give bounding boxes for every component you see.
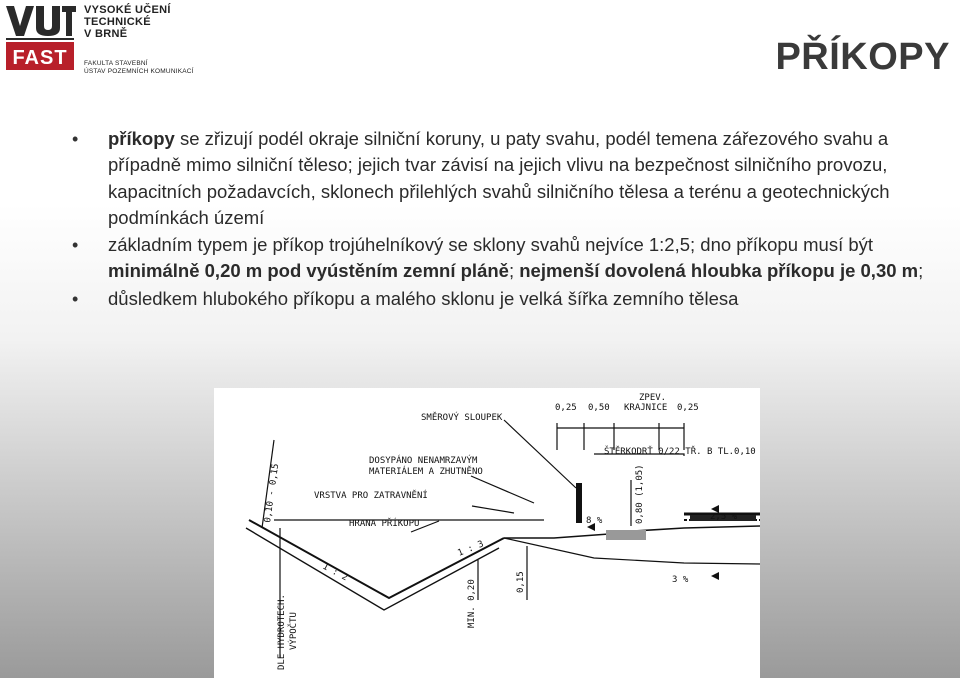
bullet-list xyxy=(70,126,950,313)
label-slope13: 1 : 3 xyxy=(456,539,486,559)
label-hydro-1: DLE HYDROTECH. xyxy=(277,594,287,670)
label-dim015: 0,15 xyxy=(516,571,526,593)
school-line-3: V BRNĚ xyxy=(84,28,128,40)
label-dim-025b: 0,25 xyxy=(677,403,699,413)
ditch-cross-section-diagram xyxy=(214,388,760,678)
bullet-2-part2: ; xyxy=(508,260,520,282)
label-smerovy-sloupek: SMĚROVÝ SLOUPEK xyxy=(421,413,503,423)
label-slope12: 1 : 2 xyxy=(320,561,350,584)
label-dim-025a: 0,25 xyxy=(555,403,577,413)
label-min020: MIN. 0,20 xyxy=(467,579,477,628)
school-name xyxy=(84,4,171,40)
label-krajnice: KRAJNICE xyxy=(624,403,668,413)
bullet-2-bold1: minimálně 0,20 m pod vyústěním zemní pláně xyxy=(108,260,509,282)
bullet-2-bold2: nejmenší dovolená hloubka příkopu je 0,30 m xyxy=(519,260,919,282)
faculty-line-1: FAKULTA STAVEBNÍ xyxy=(84,60,148,67)
faculty-name xyxy=(84,60,194,76)
school-line-2: TECHNICKÉ xyxy=(84,16,151,28)
label-pct25: 2,5 % xyxy=(710,512,738,522)
bullet-item-3 xyxy=(70,286,950,312)
vut-logo-icon xyxy=(4,4,76,72)
school-line-1: VYSOKÉ UČENÍ xyxy=(84,4,171,16)
label-hrana: HRANA PŘÍKOPU xyxy=(349,519,420,529)
bullet-3-text: důsledkem hlubokého příkopu a malého sklonu je velká šířka zemního tělesa xyxy=(108,287,739,309)
bullet-2-part3: ; xyxy=(918,260,924,282)
cross-section-drawing xyxy=(214,388,760,678)
label-zpev: ZPEV. xyxy=(639,393,667,403)
label-dosypano-2: MATERIÁLEM A ZHUTNĚNO xyxy=(369,467,483,477)
logo-text: FAST xyxy=(12,47,68,69)
label-pct8: 8 % xyxy=(586,516,603,526)
bullet-item-2 xyxy=(70,232,950,285)
label-vrstva: VRSTVA PRO ZATRAVNĚNÍ xyxy=(314,491,428,501)
bullet-2-part1: základním typem je příkop trojúhelníkový se sklony svahů nejvíce 1:2,5; dno příkopu musí být xyxy=(108,234,874,256)
bullet-1-text: se zřizují podél okraje silniční koruny, u paty svahu, podél temena zářezového svahu a případně mimo silniční těleso; jejich tvar závisí na jejich vlivu na bezpečnost silničního provozu, kapacitních požadavcích, sklonech přilehlých svahů silničního tělesa a terénu a geotechnických podmínkách území xyxy=(108,128,890,228)
subgrade-line xyxy=(504,538,760,564)
bullet-item-1 xyxy=(70,126,950,231)
label-hydro-2: VÝPOČTU xyxy=(289,612,299,650)
label-dim-050: 0,50 xyxy=(588,403,610,413)
left-slope-line xyxy=(249,520,504,598)
label-sterkodrt: ŠTĚRKODRŤ 0/22 TŘ. B TL.0,10 xyxy=(604,447,756,457)
label-pct3: 3 % xyxy=(672,575,689,585)
faculty-line-2: ÚSTAV POZEMNÍCH KOMUNIKACÍ xyxy=(84,68,194,75)
label-range: 0,10 - 0,15 xyxy=(263,462,282,524)
shoulder-fill xyxy=(606,530,646,540)
page-title: PŘÍKOPY xyxy=(775,36,950,78)
university-logo xyxy=(4,4,204,74)
label-dim080: 0,80 (1,05) xyxy=(635,464,645,524)
bullet-1-lead: příkopy xyxy=(108,128,175,149)
label-dosypano-1: DOSYPÁNO NENAMRZAVÝM xyxy=(369,456,478,466)
direction-post xyxy=(576,483,582,523)
